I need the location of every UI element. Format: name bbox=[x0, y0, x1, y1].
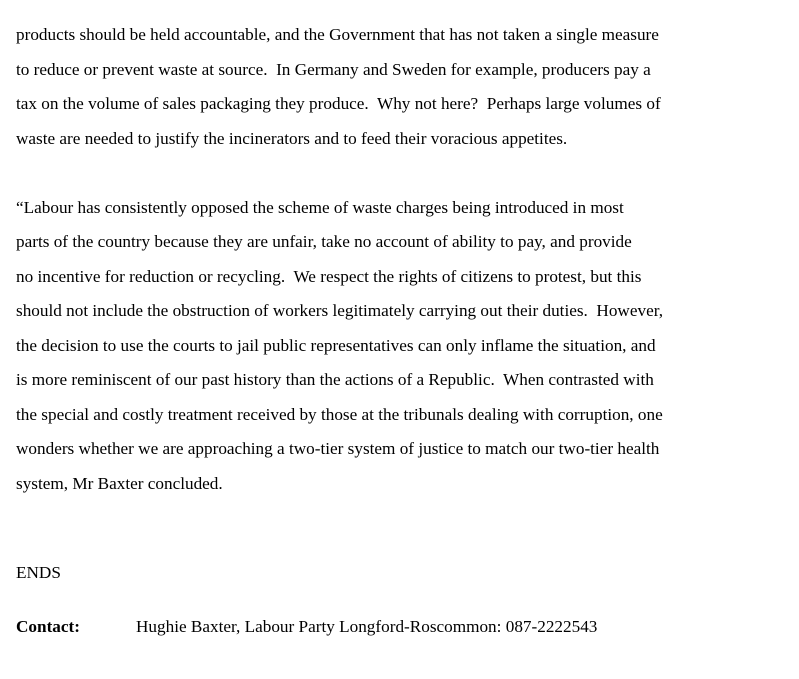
paragraph-line: should not include the obstruction of workers legitimately carrying out their duties. However, bbox=[16, 301, 664, 320]
paragraph-line: parts of the country because they are unfair, take no account of ability to pay, and provide bbox=[16, 232, 632, 251]
contact-row bbox=[16, 617, 597, 637]
paragraph-line: waste are needed to justify the incinerators and to feed their voracious appetites. bbox=[16, 128, 568, 148]
paragraph-line: the decision to use the courts to jail public representatives can only inflame the situation, and bbox=[16, 335, 656, 355]
paragraph-line: to reduce or prevent waste at source. In Germany and Sweden for example, producers pay a bbox=[16, 59, 651, 79]
contact-details: Hughie Baxter, Labour Party Longford-Roscommon: 087-2222543 bbox=[136, 617, 598, 636]
paragraph-line: no incentive for reduction or recycling. We respect the rights of citizens to protest, but this bbox=[16, 266, 642, 286]
document-body bbox=[16, 22, 786, 505]
paragraph-line: “Labour has consistently opposed the scheme of waste charges being introduced in most bbox=[16, 197, 624, 217]
paragraph-line: the special and costly treatment received by those at the tribunals dealing with corruption, one bbox=[16, 404, 663, 424]
ends-marker: ENDS bbox=[16, 563, 61, 582]
paragraph-line: tax on the volume of sales packaging they produce. Why not here? Perhaps large volumes of bbox=[16, 94, 661, 113]
paragraph-line: wonders whether we are approaching a two-tier system of justice to match our two-tier health bbox=[16, 439, 660, 458]
paragraph-line: system, Mr Baxter concluded. bbox=[16, 473, 223, 493]
paragraph-2 bbox=[16, 195, 786, 506]
paragraph-line: is more reminiscent of our past history than the actions of a Republic. When contrasted with bbox=[16, 370, 654, 389]
contact-label: Contact: bbox=[16, 617, 80, 636]
paragraph-line: products should be held accountable, and the Government that has not taken a single measure bbox=[16, 25, 659, 44]
paragraph-1 bbox=[16, 22, 786, 160]
paragraph-spacer bbox=[16, 160, 786, 195]
